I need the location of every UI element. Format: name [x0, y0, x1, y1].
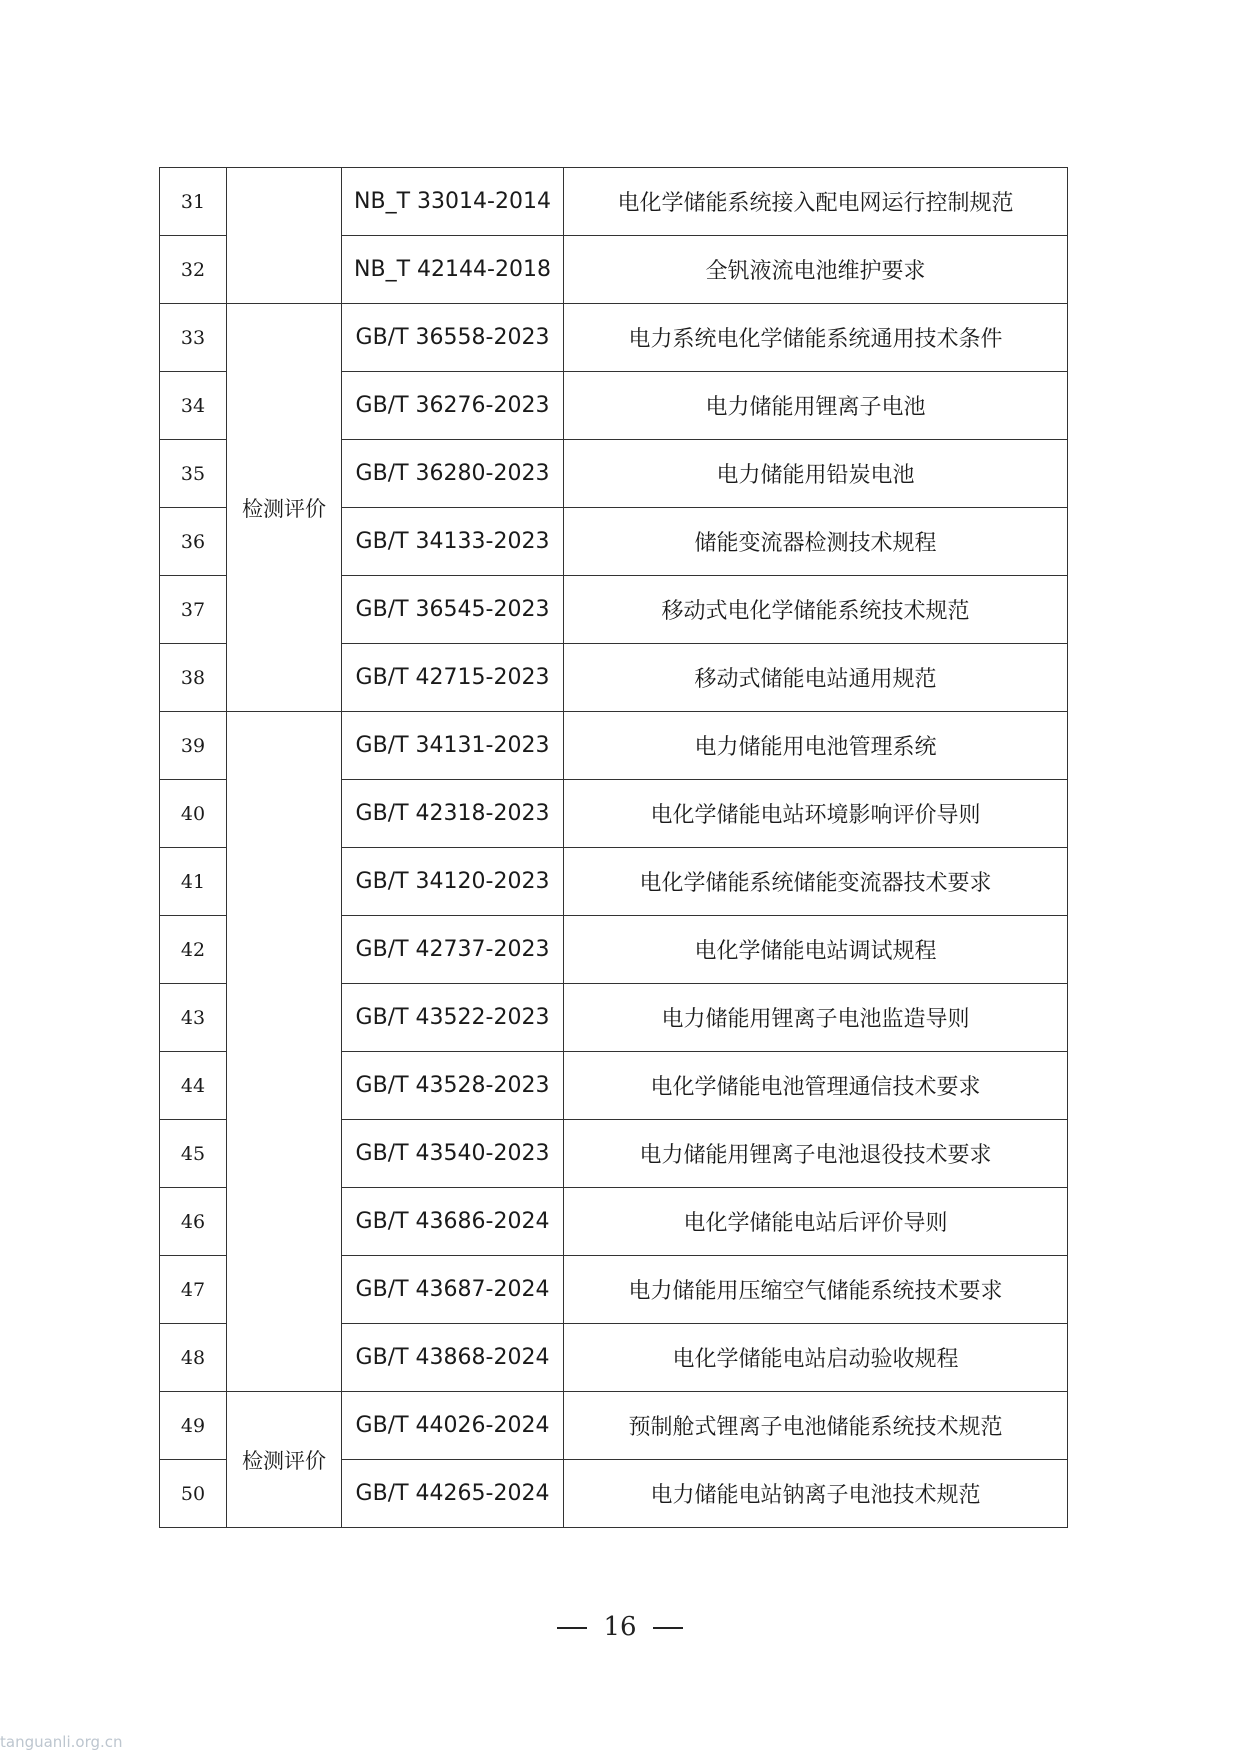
- table-row: [160, 304, 1068, 372]
- category-cell: 检测评价: [227, 1392, 342, 1528]
- row-number: 33: [160, 304, 227, 372]
- standard-code: GB/T 36280-2023: [342, 440, 564, 508]
- standard-name: 电力储能用压缩空气储能系统技术要求: [564, 1256, 1068, 1324]
- category-cell: [227, 712, 342, 1392]
- standard-code: GB/T 42715-2023: [342, 644, 564, 712]
- standard-code: GB/T 36545-2023: [342, 576, 564, 644]
- standard-code: GB/T 43522-2023: [342, 984, 564, 1052]
- row-number: 31: [160, 168, 227, 236]
- row-number: 41: [160, 848, 227, 916]
- row-number: 48: [160, 1324, 227, 1392]
- standard-name: 电化学储能电站环境影响评价导则: [564, 780, 1068, 848]
- standard-name: 移动式储能电站通用规范: [564, 644, 1068, 712]
- standard-code: GB/T 42318-2023: [342, 780, 564, 848]
- standard-name: 电化学储能电站启动验收规程: [564, 1324, 1068, 1392]
- row-number: 49: [160, 1392, 227, 1460]
- standard-code: NB_T 42144-2018: [342, 236, 564, 304]
- standard-code: GB/T 36558-2023: [342, 304, 564, 372]
- standard-name: 电力储能用锂离子电池: [564, 372, 1068, 440]
- table-row: [160, 168, 1068, 236]
- row-number: 45: [160, 1120, 227, 1188]
- standard-name: 电力储能用锂离子电池监造导则: [564, 984, 1068, 1052]
- standard-name: 电力储能用锂离子电池退役技术要求: [564, 1120, 1068, 1188]
- standard-name: 电力系统电化学储能系统通用技术条件: [564, 304, 1068, 372]
- row-number: 38: [160, 644, 227, 712]
- row-number: 42: [160, 916, 227, 984]
- standard-code: NB_T 33014-2014: [342, 168, 564, 236]
- footer-dash-left: [557, 1627, 587, 1629]
- standard-code: GB/T 43868-2024: [342, 1324, 564, 1392]
- row-number: 34: [160, 372, 227, 440]
- standard-name: 电化学储能电池管理通信技术要求: [564, 1052, 1068, 1120]
- standard-code: GB/T 44265-2024: [342, 1460, 564, 1528]
- row-number: 37: [160, 576, 227, 644]
- row-number: 40: [160, 780, 227, 848]
- standard-code: GB/T 34120-2023: [342, 848, 564, 916]
- standard-name: 电力储能电站钠离子电池技术规范: [564, 1460, 1068, 1528]
- standard-code: GB/T 42737-2023: [342, 916, 564, 984]
- row-number: 39: [160, 712, 227, 780]
- category-cell: 检测评价: [227, 304, 342, 712]
- standard-code: GB/T 44026-2024: [342, 1392, 564, 1460]
- page-number: 16: [603, 1612, 637, 1642]
- standard-name: 电化学储能电站调试规程: [564, 916, 1068, 984]
- watermark: tanguanli.org.cn: [0, 1733, 123, 1751]
- standard-code: GB/T 43687-2024: [342, 1256, 564, 1324]
- standard-code: GB/T 43686-2024: [342, 1188, 564, 1256]
- standard-code: GB/T 34131-2023: [342, 712, 564, 780]
- standard-name: 电化学储能系统储能变流器技术要求: [564, 848, 1068, 916]
- table-row: [160, 712, 1068, 780]
- row-number: 43: [160, 984, 227, 1052]
- standard-code: GB/T 43540-2023: [342, 1120, 564, 1188]
- page-footer: [0, 1612, 1240, 1642]
- row-number: 44: [160, 1052, 227, 1120]
- row-number: 50: [160, 1460, 227, 1528]
- category-cell: [227, 168, 342, 304]
- standard-name: 电化学储能电站后评价导则: [564, 1188, 1068, 1256]
- standard-name: 预制舱式锂离子电池储能系统技术规范: [564, 1392, 1068, 1460]
- standard-code: GB/T 43528-2023: [342, 1052, 564, 1120]
- row-number: 36: [160, 508, 227, 576]
- standard-name: 电化学储能系统接入配电网运行控制规范: [564, 168, 1068, 236]
- standard-code: GB/T 34133-2023: [342, 508, 564, 576]
- standard-name: 储能变流器检测技术规程: [564, 508, 1068, 576]
- standard-name: 全钒液流电池维护要求: [564, 236, 1068, 304]
- standard-code: GB/T 36276-2023: [342, 372, 564, 440]
- row-number: 46: [160, 1188, 227, 1256]
- standard-name: 电力储能用铅炭电池: [564, 440, 1068, 508]
- footer-dash-right: [653, 1627, 683, 1629]
- row-number: 47: [160, 1256, 227, 1324]
- table-row: [160, 1392, 1068, 1460]
- row-number: 32: [160, 236, 227, 304]
- standard-name: 电力储能用电池管理系统: [564, 712, 1068, 780]
- standards-table: [159, 167, 1068, 1528]
- standard-name: 移动式电化学储能系统技术规范: [564, 576, 1068, 644]
- row-number: 35: [160, 440, 227, 508]
